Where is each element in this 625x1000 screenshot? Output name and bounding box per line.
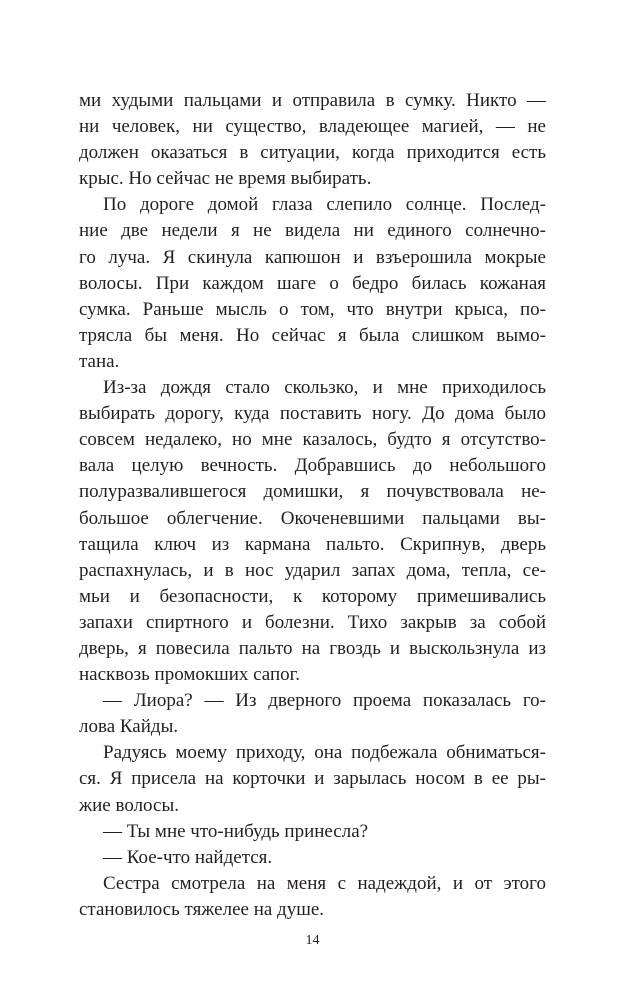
body-text (79, 88, 546, 923)
text-line: насквозь промокших сапог. (79, 664, 301, 686)
text-line: — Лиора? — Из дверного проема показалась го- (103, 690, 546, 712)
text-line: должен оказаться в ситуации, когда приходится есть (79, 142, 546, 164)
paragraph-6 (79, 819, 546, 845)
text-line: го луча. Я скинула капюшон и взъерошила мокрые (79, 246, 546, 268)
text-line: вала целую вечность. Добравшись до небольшого (79, 455, 546, 477)
paragraph-3 (79, 375, 546, 688)
paragraph-8 (79, 871, 546, 923)
text-line: жие волосы. (79, 794, 179, 816)
paragraph-5 (79, 740, 546, 818)
text-line: ние две недели я не видела ни единого солнечно- (79, 220, 546, 242)
text-line: лова Кайды. (79, 716, 179, 738)
text-line: волосы. При каждом шаге о бедро билась кожаная (79, 272, 546, 294)
text-line: ся. Я присела на корточки и зарылась носом в ее ры- (79, 768, 546, 790)
text-line: Радуясь моему приходу, она подбежала обниматься- (103, 742, 546, 764)
text-line: ми худыми пальцами и отправила в сумку. Никто — (79, 90, 546, 111)
text-line: — Ты мне что-нибудь принесла? (103, 820, 369, 842)
text-line: По дороге домой глаза слепило солнце. Послед- (103, 194, 546, 216)
text-line: выбирать дорогу, куда поставить ногу. До дома было (79, 403, 546, 425)
paragraph-4 (79, 688, 546, 740)
page-number: 14 (305, 933, 320, 948)
text-line: тана. (79, 350, 120, 372)
text-line: распахнулась, и в нос ударил запах дома, тепла, се- (79, 559, 546, 581)
text-line: сумка. Раньше мысль о том, что внутри крыса, по- (79, 298, 546, 320)
text-line: Из-за дождя стало скользко, и мне приходилось (103, 377, 546, 399)
paragraph-7 (79, 845, 546, 871)
text-line: крыс. Но сейчас не время выбирать. (79, 168, 372, 190)
text-line: трясла бы меня. Но сейчас я была слишком вымо- (79, 324, 546, 346)
paragraph-2 (79, 192, 546, 375)
text-line: ни человек, ни существо, владеющее магией, — не (79, 116, 546, 138)
text-line: большое облегчение. Окоченевшими пальцами вы- (79, 507, 546, 529)
paragraph-1 (79, 88, 546, 192)
text-line: совсем недалеко, но мне казалось, будто я отсутство- (79, 429, 546, 451)
text-line: запахи спиртного и болезни. Тихо закрыв за собой (79, 611, 546, 633)
text-line: — Кое-что найдется. (103, 846, 273, 868)
text-line: полуразвалившегося домишки, я почувствовала не- (79, 481, 546, 503)
text-line: тащила ключ из кармана пальто. Скрипнув, дверь (79, 533, 546, 555)
text-line: дверь, я повесила пальто на гвоздь и выскользнула из (79, 637, 546, 659)
text-line: мьи и безопасности, к которому примешивались (79, 585, 546, 607)
text-line: Сестра смотрела на меня с надеждой, и от этого (103, 872, 546, 894)
text-line: становилось тяжелее на душе. (79, 898, 325, 920)
